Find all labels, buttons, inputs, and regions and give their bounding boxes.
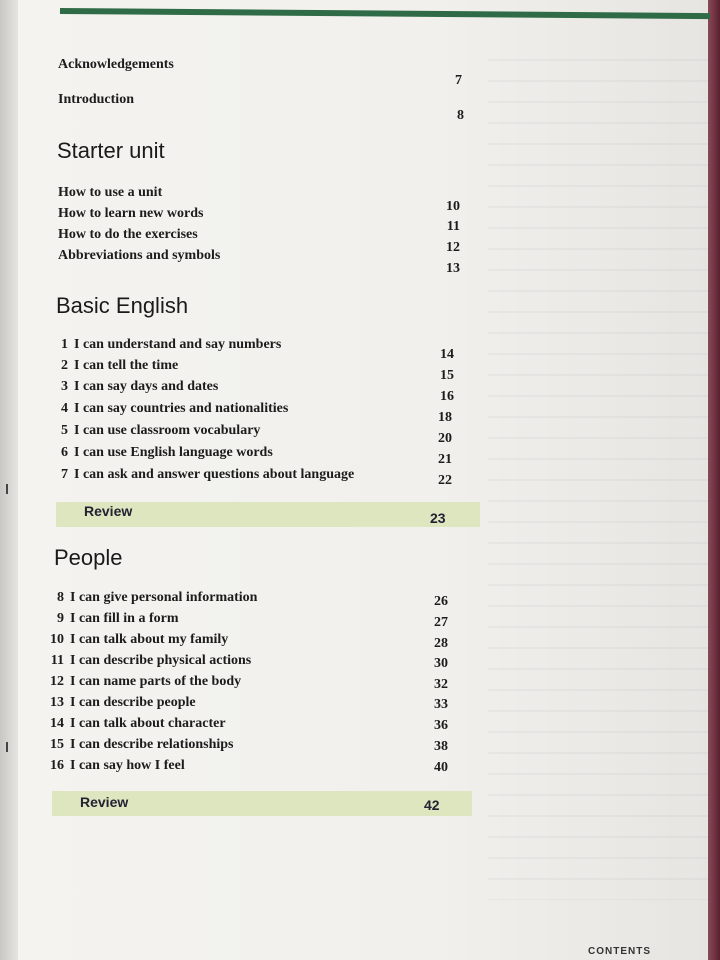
toc-page-number: 32 <box>434 677 448 692</box>
unit-title: I can say countries and nationalities <box>74 401 289 416</box>
unit-number: 12 <box>50 674 64 689</box>
toc-entry <box>44 445 273 461</box>
unit-title: I can talk about my family <box>70 632 229 647</box>
toc-entry <box>40 632 228 648</box>
toc-page-number: 36 <box>434 718 448 733</box>
unit-number: 14 <box>50 716 64 731</box>
unit-number: 16 <box>50 758 64 773</box>
toc-page-number: 40 <box>434 760 448 775</box>
unit-number: 9 <box>57 611 64 626</box>
unit-number: 8 <box>57 590 64 605</box>
unit-title: I can describe people <box>70 695 196 710</box>
cover-edge <box>708 0 720 960</box>
toc-page-number: 20 <box>438 431 452 446</box>
toc-entry <box>40 653 251 669</box>
toc-entry <box>40 716 226 732</box>
toc-page-number: 14 <box>440 347 454 362</box>
review-label: Review <box>84 503 133 519</box>
toc-page-number: 12 <box>446 240 460 255</box>
toc-entry-acknowledgements: Acknowledgements <box>58 57 174 72</box>
unit-number: 7 <box>61 467 68 482</box>
toc-entry: How to do the exercises <box>58 227 198 242</box>
show-through-text <box>488 40 708 900</box>
unit-number: 11 <box>50 653 64 668</box>
toc-page-number: 13 <box>446 261 460 276</box>
unit-number: 10 <box>50 632 64 647</box>
toc-page-number: 28 <box>434 636 448 651</box>
review-page-number: 42 <box>424 797 440 813</box>
toc-page-number: 18 <box>438 410 452 425</box>
unit-title: I can talk about character <box>70 716 226 731</box>
toc-page-number: 11 <box>446 219 460 234</box>
toc-entry <box>40 590 257 606</box>
toc-page-number: 10 <box>446 199 460 214</box>
toc-entry: How to use a unit <box>58 185 163 200</box>
unit-number: 15 <box>50 737 64 752</box>
toc-entry <box>44 467 354 483</box>
unit-title: I can tell the time <box>74 358 179 373</box>
toc-entry <box>44 423 260 439</box>
unit-number: 3 <box>61 379 68 394</box>
margin-mark <box>6 742 8 752</box>
toc-entry <box>40 737 233 753</box>
unit-number: 1 <box>61 337 68 352</box>
toc-entry <box>44 337 281 353</box>
unit-number: 2 <box>61 358 68 373</box>
unit-title: I can name parts of the body <box>70 674 242 689</box>
section-heading-starter: Starter unit <box>57 138 165 163</box>
unit-title: I can fill in a form <box>70 611 179 626</box>
unit-number: 6 <box>61 445 68 460</box>
unit-title: I can ask and answer questions about language <box>74 467 355 482</box>
toc-page-number: 7 <box>455 73 462 88</box>
toc-page-number: 21 <box>438 452 452 467</box>
unit-title: I can give personal information <box>70 590 258 605</box>
toc-entry-introduction: Introduction <box>58 92 134 107</box>
unit-number: 5 <box>61 423 68 438</box>
toc-page-number: 8 <box>457 108 464 123</box>
toc-entry: Abbreviations and symbols <box>58 248 221 263</box>
toc-page-number: 16 <box>440 389 454 404</box>
footer-label: CONTENTS <box>588 946 651 957</box>
toc-entry <box>40 695 196 711</box>
review-label: Review <box>80 794 129 810</box>
toc-page-number: 15 <box>440 368 454 383</box>
toc-page-number: 30 <box>434 656 448 671</box>
unit-title: I can say how I feel <box>70 758 185 773</box>
toc-page-number: 27 <box>434 615 448 630</box>
toc-page-number: 38 <box>434 739 448 754</box>
toc-entry: How to learn new words <box>58 206 204 221</box>
toc-entry <box>40 758 185 774</box>
unit-title: I can say days and dates <box>74 379 219 394</box>
margin-mark <box>6 484 8 494</box>
toc-page-number: 22 <box>438 473 452 488</box>
unit-title: I can use classroom vocabulary <box>74 423 261 438</box>
toc-entry <box>40 611 179 627</box>
toc-page-number: 33 <box>434 697 448 712</box>
toc-page-number: 26 <box>434 594 448 609</box>
toc-entry <box>44 379 218 395</box>
review-page-number: 23 <box>430 510 446 526</box>
section-heading-basic-english: Basic English <box>56 293 189 318</box>
unit-number: 13 <box>50 695 64 710</box>
unit-title: I can use English language words <box>74 445 273 460</box>
unit-title: I can describe relationships <box>70 737 234 752</box>
toc-entry <box>44 358 178 374</box>
unit-title: I can describe physical actions <box>70 653 252 668</box>
unit-title: I can understand and say numbers <box>74 337 282 352</box>
section-heading-people: People <box>54 545 123 570</box>
unit-number: 4 <box>61 401 68 416</box>
toc-entry <box>40 674 241 690</box>
toc-entry <box>44 401 288 417</box>
